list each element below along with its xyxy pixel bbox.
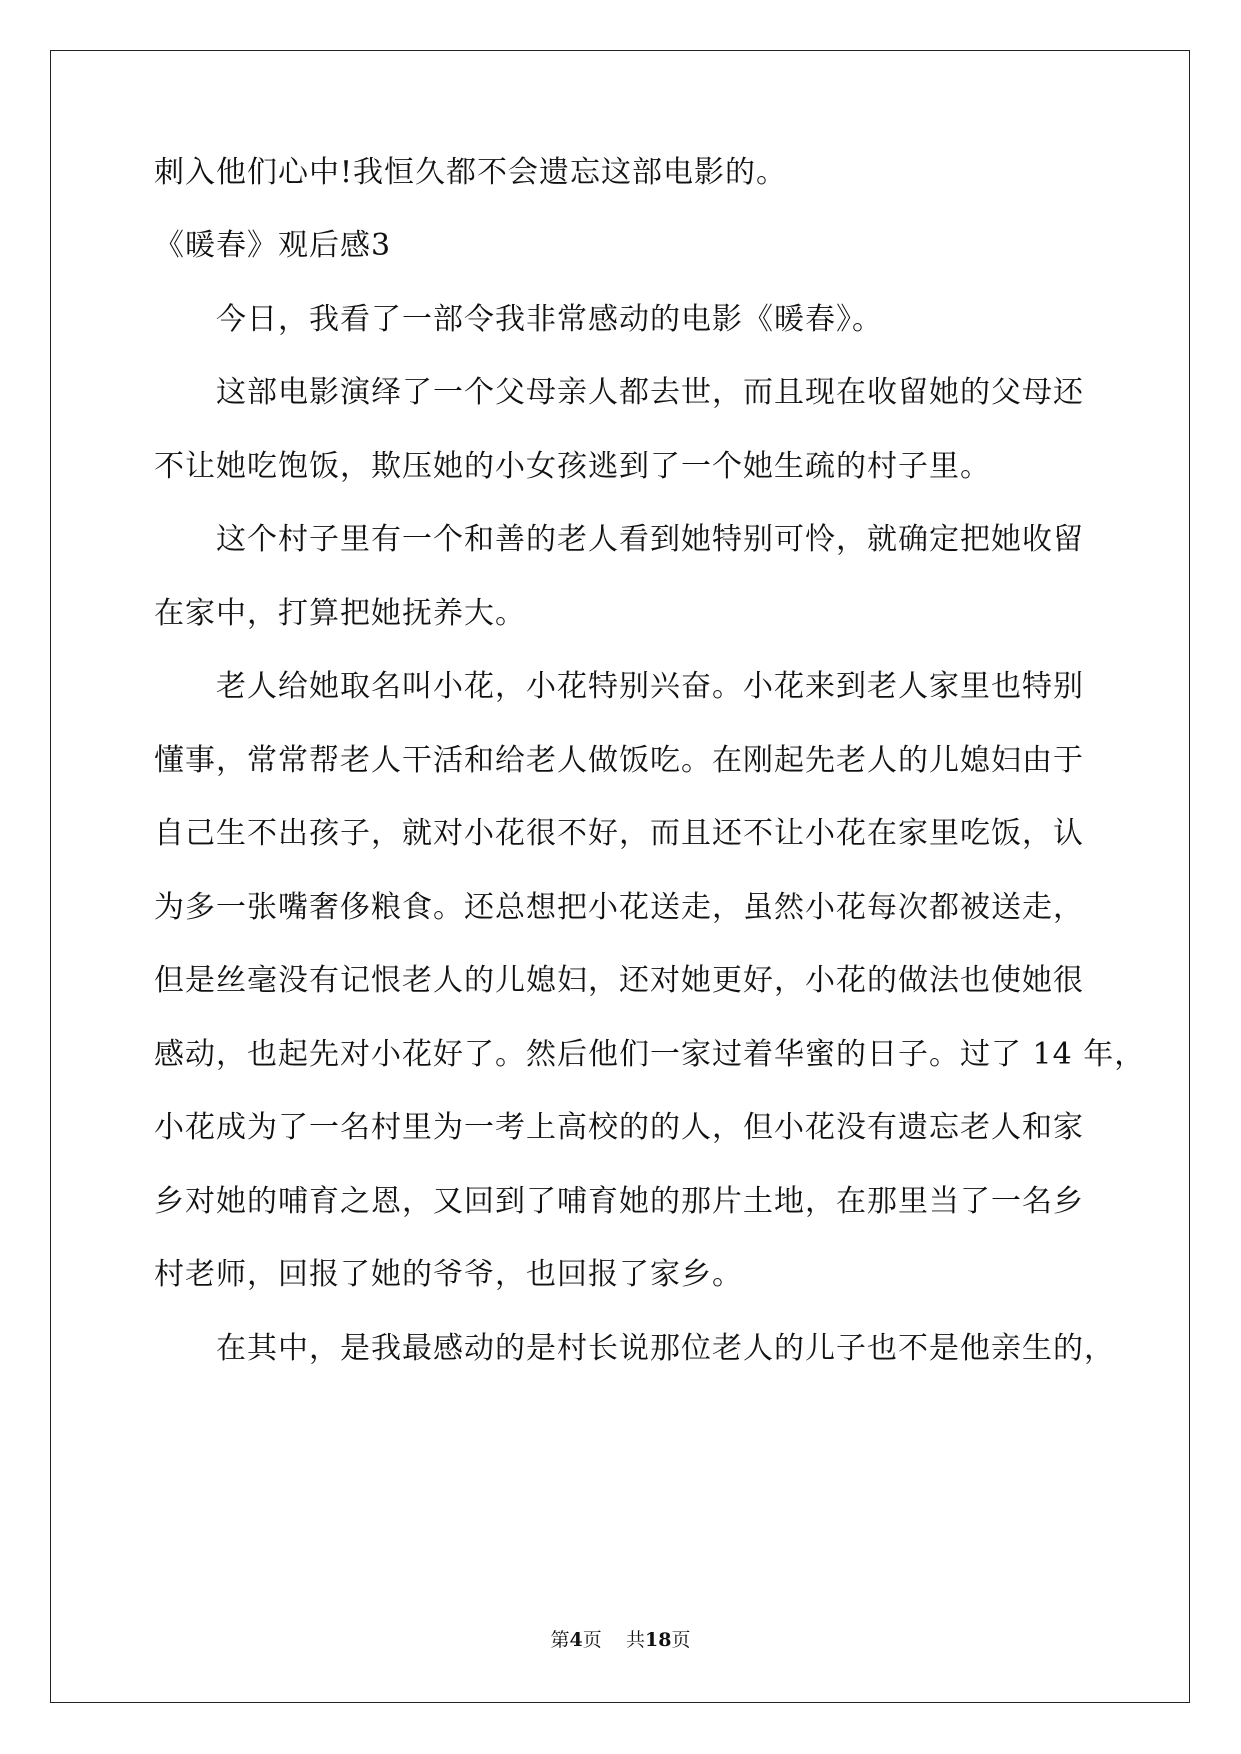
footer-page-number: 4 — [569, 1629, 583, 1651]
text-line-6: 这个村子里有一个和善的老人看到她特别可怜，就确定把她收留 — [216, 522, 1084, 557]
text-line-12: 但是丝毫没有记恨老人的儿媳妇，还对她更好，小花的做法也使她很 — [154, 963, 1084, 998]
text-line-10: 自己生不出孩子，就对小花很不好，而且还不让小花在家里吃饭，认 — [154, 816, 1084, 851]
text-line-11: 为多一张嘴奢侈粮食。还总想把小花送走，虽然小花每次都被送走， — [154, 890, 1084, 925]
text-line-7: 在家中，打算把她抚养大。 — [154, 596, 526, 631]
text-line-17: 在其中，是我最感动的是村长说那位老人的儿子也不是他亲生的， — [216, 1331, 1115, 1366]
text-line-3: 今日，我看了一部令我非常感动的电影《暖春》。 — [216, 302, 883, 337]
footer-page-suffix: 页 — [582, 1629, 602, 1651]
text-line-16: 村老师，回报了她的爷爷，也回报了家乡。 — [154, 1257, 743, 1292]
text-line-1: 刺入他们心中!我恒久都不会遗忘这部电影的。 — [154, 155, 788, 190]
text-line-5: 不让她吃饱饭，欺压她的小女孩逃到了一个她生疏的村子里。 — [154, 449, 991, 484]
footer-page-prefix: 第 — [550, 1629, 570, 1651]
section-heading: 《暖春》观后感3 — [154, 228, 392, 263]
text-line-4: 这部电影演绎了一个父母亲人都去世，而且现在收留她的父母还 — [216, 375, 1084, 410]
text-line-15: 乡对她的哺育之恩，又回到了哺育她的那片土地，在那里当了一名乡 — [154, 1184, 1084, 1219]
footer-total-suffix: 页 — [671, 1629, 691, 1651]
footer-total-pages: 18 — [644, 1629, 672, 1651]
text-line-14: 小花成为了一名村里为一考上高校的的人，但小花没有遗忘老人和家 — [154, 1110, 1084, 1145]
text-line-9: 懂事，常常帮老人干活和给老人做饭吃。在刚起先老人的儿媳妇由于 — [154, 743, 1084, 778]
text-line-8: 老人给她取名叫小花，小花特别兴奋。小花来到老人家里也特别 — [216, 669, 1084, 704]
footer-total-prefix: 共 — [625, 1629, 645, 1651]
page-border — [50, 50, 1190, 1703]
text-line-13: 感动，也起先对小花好了。然后他们一家过着华蜜的日子。过了 14 年， — [154, 1037, 1146, 1072]
page-footer — [0, 1628, 1241, 1652]
